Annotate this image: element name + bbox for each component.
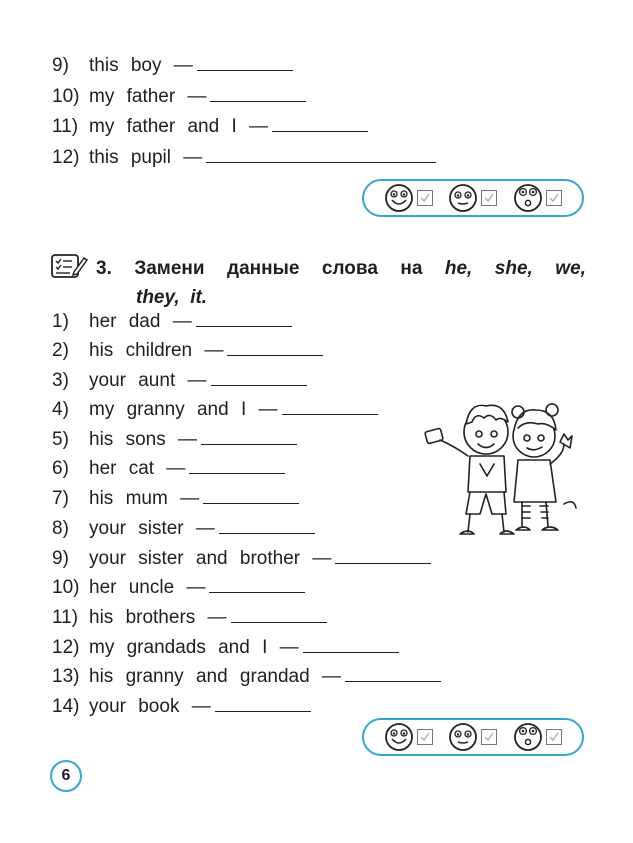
answer-blank[interactable]: [203, 487, 299, 504]
item-text: her dad —: [89, 311, 192, 332]
instruction-word: слова: [321, 258, 378, 279]
item-number: 9): [52, 548, 69, 569]
checkbox-icon[interactable]: [481, 729, 497, 745]
instruction-word: данные: [227, 258, 300, 279]
smiley-neutral-icon: [448, 722, 478, 752]
item-number: 11): [52, 116, 79, 137]
rating-neutral[interactable]: [448, 722, 497, 752]
item-number: 7): [52, 488, 69, 509]
list-item: [52, 665, 441, 688]
exercise-heading: [96, 254, 596, 312]
rating-neutral[interactable]: [448, 183, 497, 213]
rating-surprised[interactable]: [513, 722, 562, 752]
list-item: [52, 606, 327, 629]
answer-blank[interactable]: [196, 310, 292, 327]
rating-happy[interactable]: [384, 183, 433, 213]
list-item: [52, 487, 299, 510]
kids-selfie-illustration: [414, 394, 584, 546]
list-item: [52, 115, 368, 138]
answer-blank[interactable]: [219, 517, 315, 534]
item-text: your sister and brother —: [89, 548, 332, 569]
item-text: her uncle —: [89, 577, 206, 598]
item-text: your aunt —: [89, 370, 207, 391]
item-number: 10): [52, 86, 80, 107]
smiley-neutral-icon: [448, 183, 478, 213]
checkbox-icon[interactable]: [481, 190, 497, 206]
answer-blank[interactable]: [210, 85, 306, 102]
item-number: 13): [52, 666, 80, 687]
item-text: my grandads and I —: [89, 637, 299, 658]
answer-blank[interactable]: [345, 665, 441, 682]
instruction-word: Замени: [134, 258, 205, 279]
item-number: 11): [52, 607, 79, 628]
list-item: [52, 547, 431, 570]
exercise-number: 3.: [96, 258, 112, 279]
pronoun-word: it.: [190, 287, 208, 308]
answer-blank[interactable]: [272, 115, 368, 132]
list-item: [52, 339, 323, 362]
item-text: my father and I —: [89, 116, 269, 137]
answer-blank[interactable]: [215, 695, 311, 712]
item-number: 1): [52, 311, 69, 332]
item-text: my granny and I —: [89, 399, 278, 420]
item-number: 10): [52, 577, 80, 598]
instruction-word: на: [400, 258, 423, 279]
item-number: 14): [52, 696, 80, 717]
item-number: 8): [52, 518, 69, 539]
checkbox-icon[interactable]: [546, 729, 562, 745]
item-text: his brothers —: [89, 607, 227, 628]
item-number: 3): [52, 370, 69, 391]
pronoun-word: he,: [444, 258, 473, 279]
answer-blank[interactable]: [303, 636, 399, 653]
answer-blank[interactable]: [282, 398, 378, 415]
rating-surprised[interactable]: [513, 183, 562, 213]
smiley-surprised-icon: [513, 722, 543, 752]
list-item: [52, 85, 306, 108]
item-text: my father —: [89, 86, 207, 107]
answer-blank[interactable]: [197, 54, 293, 71]
item-text: his mum —: [89, 488, 200, 509]
list-item: [52, 310, 292, 333]
item-number: 2): [52, 340, 69, 361]
pronoun-word: we,: [555, 258, 586, 279]
self-assessment-panel: [362, 718, 584, 756]
list-item: [52, 398, 378, 421]
item-text: your sister —: [89, 518, 215, 539]
item-text: your book —: [89, 696, 211, 717]
self-assessment-panel: [362, 179, 584, 217]
task-list-pencil-icon: [50, 252, 90, 280]
rating-happy[interactable]: [384, 722, 433, 752]
item-text: her cat —: [89, 458, 186, 479]
list-item: [52, 576, 305, 599]
list-item: [52, 457, 285, 480]
item-number: 5): [52, 429, 69, 450]
pronoun-word: she,: [494, 258, 533, 279]
answer-blank[interactable]: [201, 428, 297, 445]
item-number: 9): [52, 55, 69, 76]
answer-blank[interactable]: [335, 547, 431, 564]
answer-blank[interactable]: [209, 576, 305, 593]
checkbox-icon[interactable]: [417, 729, 433, 745]
checkbox-icon[interactable]: [546, 190, 562, 206]
list-item: [52, 369, 307, 392]
answer-blank[interactable]: [189, 457, 285, 474]
list-item: [52, 146, 436, 169]
item-number: 4): [52, 399, 69, 420]
answer-blank[interactable]: [231, 606, 327, 623]
answer-blank[interactable]: [211, 369, 307, 386]
answer-blank[interactable]: [227, 339, 323, 356]
item-text: his children —: [89, 340, 224, 361]
pronoun-word: they,: [136, 287, 180, 308]
item-text: his sons —: [89, 429, 197, 450]
answer-blank[interactable]: [206, 146, 436, 163]
item-number: 6): [52, 458, 69, 479]
item-number: 12): [52, 637, 80, 658]
item-text: his granny and grandad —: [89, 666, 341, 687]
item-text: this pupil —: [89, 147, 203, 168]
list-item: [52, 636, 399, 659]
page-number: 6: [50, 760, 82, 792]
item-number: 12): [52, 147, 80, 168]
list-item: [52, 517, 315, 540]
list-item: [52, 428, 297, 451]
smiley-surprised-icon: [513, 183, 543, 213]
smiley-happy-icon: [384, 722, 414, 752]
item-text: this boy —: [89, 55, 193, 76]
list-item: [52, 695, 311, 718]
list-item: [52, 54, 293, 77]
smiley-happy-icon: [384, 183, 414, 213]
checkbox-icon[interactable]: [417, 190, 433, 206]
